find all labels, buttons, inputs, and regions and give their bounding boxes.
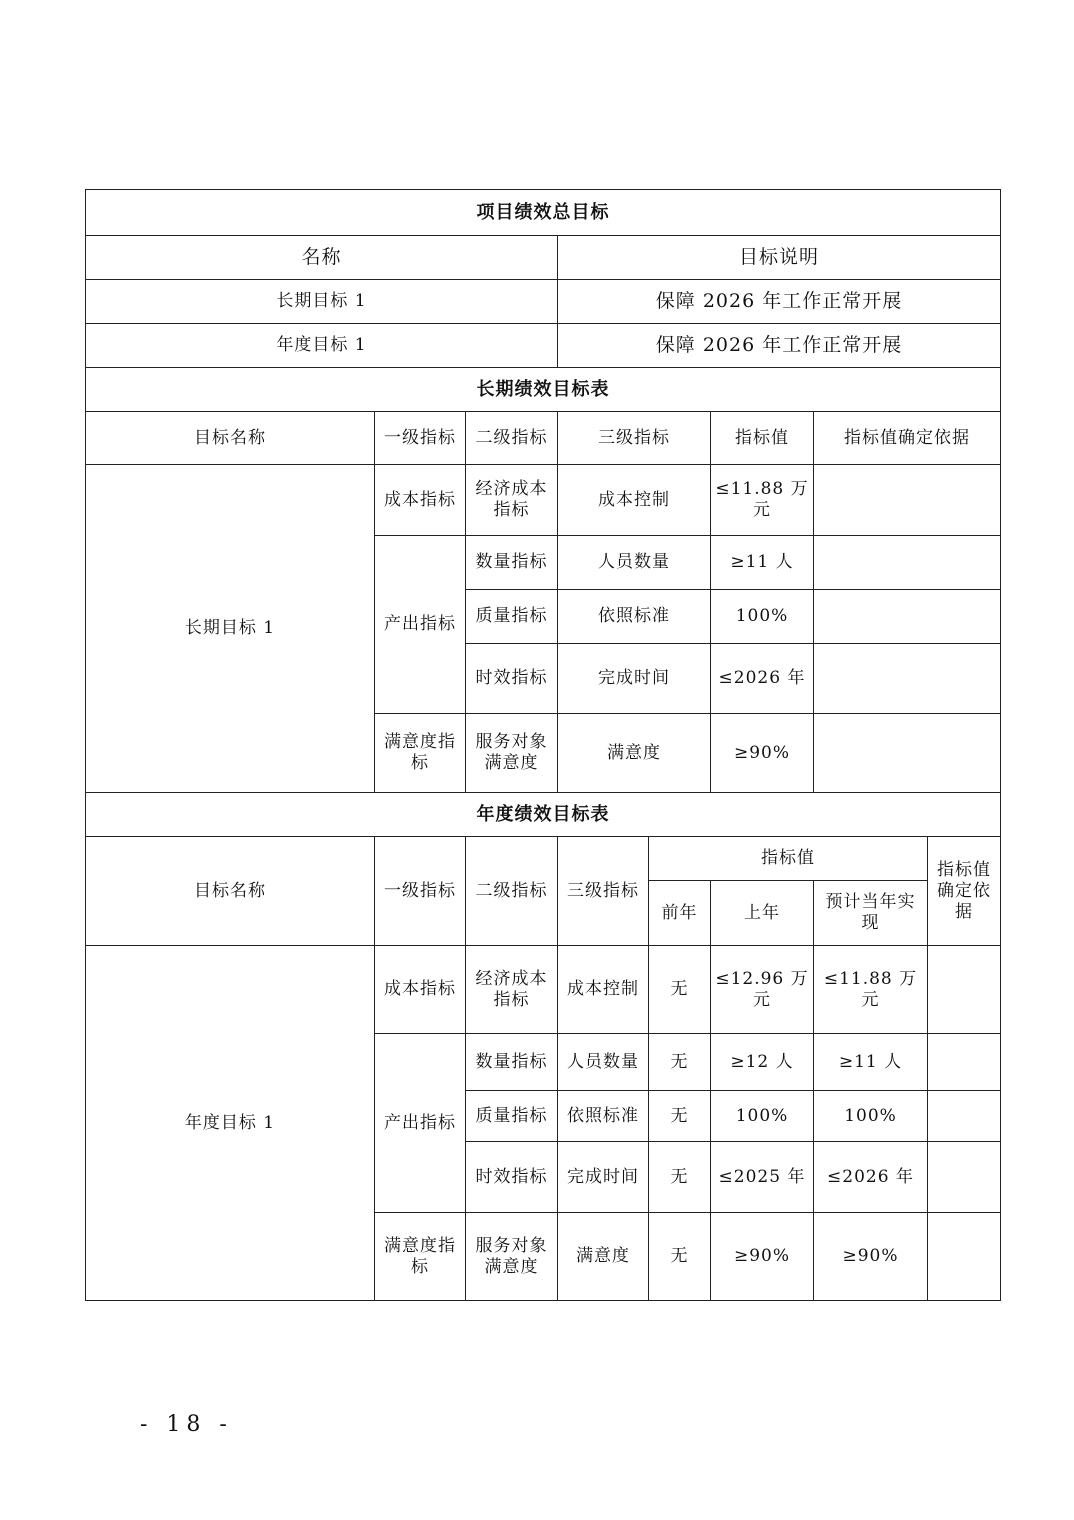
level1-output: 产出指标 (375, 536, 466, 714)
header-value: 指标值 (649, 837, 928, 881)
level3-cell: 成本控制 (558, 946, 649, 1034)
level3-cell: 完成时间 (558, 1142, 649, 1213)
level2-cell: 数量指标 (466, 1034, 558, 1091)
level3-cell: 人员数量 (558, 1034, 649, 1091)
header-level1: 一级指标 (375, 837, 466, 946)
page-number: - 18 - (140, 1412, 233, 1437)
annual-goal-name: 年度目标 1 (86, 946, 375, 1301)
performance-goals-table (85, 189, 1001, 1301)
prev-year-cell: 无 (649, 1142, 711, 1213)
basis-cell (928, 1213, 1001, 1301)
long-term-title: 长期绩效目标表 (86, 368, 1001, 412)
level3-cell: 依照标准 (558, 1091, 649, 1142)
basis-cell (814, 465, 1001, 536)
long-term-header-row (86, 412, 1001, 465)
overall-row-name: 长期目标 1 (86, 280, 558, 324)
level2-cell: 经济成本指标 (466, 465, 558, 536)
basis-cell (814, 644, 1001, 714)
table-row (86, 324, 1001, 368)
value-cell: ≤2026 年 (711, 644, 814, 714)
level3-cell: 依照标准 (558, 590, 711, 644)
overall-row-desc: 保障 2026 年工作正常开展 (558, 280, 1001, 324)
level3-cell: 满意度 (558, 1213, 649, 1301)
level1-cost: 成本指标 (375, 946, 466, 1034)
annual-title: 年度绩效目标表 (86, 793, 1001, 837)
expected-cell: 100% (814, 1091, 928, 1142)
level3-cell: 成本控制 (558, 465, 711, 536)
value-cell: ≤11.88 万元 (711, 465, 814, 536)
level2-cell: 服务对象满意度 (466, 714, 558, 793)
basis-cell (928, 946, 1001, 1034)
header-level1: 一级指标 (375, 412, 466, 465)
level1-cost: 成本指标 (375, 465, 466, 536)
overall-title: 项目绩效总目标 (86, 190, 1001, 236)
table-row (86, 280, 1001, 324)
last-year-cell: ≥90% (711, 1213, 814, 1301)
level3-cell: 人员数量 (558, 536, 711, 590)
level2-cell: 质量指标 (466, 1091, 558, 1142)
level2-cell: 数量指标 (466, 536, 558, 590)
header-basis: 指标值确定依据 (928, 837, 1001, 946)
expected-cell: ≥11 人 (814, 1034, 928, 1091)
prev-year-cell: 无 (649, 1034, 711, 1091)
basis-cell (928, 1091, 1001, 1142)
basis-cell (814, 590, 1001, 644)
level3-cell: 完成时间 (558, 644, 711, 714)
level1-satisfaction: 满意度指标 (375, 714, 466, 793)
header-expected: 预计当年实现 (814, 881, 928, 946)
level2-cell: 时效指标 (466, 1142, 558, 1213)
level2-cell: 质量指标 (466, 590, 558, 644)
header-level2: 二级指标 (466, 837, 558, 946)
overall-col-desc: 目标说明 (558, 236, 1001, 280)
header-level3: 三级指标 (558, 837, 649, 946)
expected-cell: ≥90% (814, 1213, 928, 1301)
basis-cell (814, 536, 1001, 590)
overall-col-name: 名称 (86, 236, 558, 280)
last-year-cell: ≤2025 年 (711, 1142, 814, 1213)
header-goal-name: 目标名称 (86, 412, 375, 465)
prev-year-cell: 无 (649, 1213, 711, 1301)
expected-cell: ≤2026 年 (814, 1142, 928, 1213)
header-value: 指标值 (711, 412, 814, 465)
basis-cell (814, 714, 1001, 793)
level2-cell: 经济成本指标 (466, 946, 558, 1034)
basis-cell (928, 1142, 1001, 1213)
header-goal-name: 目标名称 (86, 837, 375, 946)
table-row (86, 465, 1001, 536)
last-year-cell: ≥12 人 (711, 1034, 814, 1091)
expected-cell: ≤11.88 万元 (814, 946, 928, 1034)
basis-cell (928, 1034, 1001, 1091)
header-level3: 三级指标 (558, 412, 711, 465)
level1-satisfaction: 满意度指标 (375, 1213, 466, 1301)
overall-row-name: 年度目标 1 (86, 324, 558, 368)
table-row (86, 946, 1001, 1034)
level1-output: 产出指标 (375, 1034, 466, 1213)
level2-cell: 服务对象满意度 (466, 1213, 558, 1301)
header-basis: 指标值确定依据 (814, 412, 1001, 465)
long-term-goal-name: 长期目标 1 (86, 465, 375, 793)
prev-year-cell: 无 (649, 1091, 711, 1142)
last-year-cell: ≤12.96 万元 (711, 946, 814, 1034)
header-level2: 二级指标 (466, 412, 558, 465)
value-cell: 100% (711, 590, 814, 644)
annual-header-row (86, 837, 1001, 881)
prev-year-cell: 无 (649, 946, 711, 1034)
header-prev-year: 前年 (649, 881, 711, 946)
header-last-year: 上年 (711, 881, 814, 946)
value-cell: ≥90% (711, 714, 814, 793)
level3-cell: 满意度 (558, 714, 711, 793)
level2-cell: 时效指标 (466, 644, 558, 714)
last-year-cell: 100% (711, 1091, 814, 1142)
value-cell: ≥11 人 (711, 536, 814, 590)
overall-row-desc: 保障 2026 年工作正常开展 (558, 324, 1001, 368)
